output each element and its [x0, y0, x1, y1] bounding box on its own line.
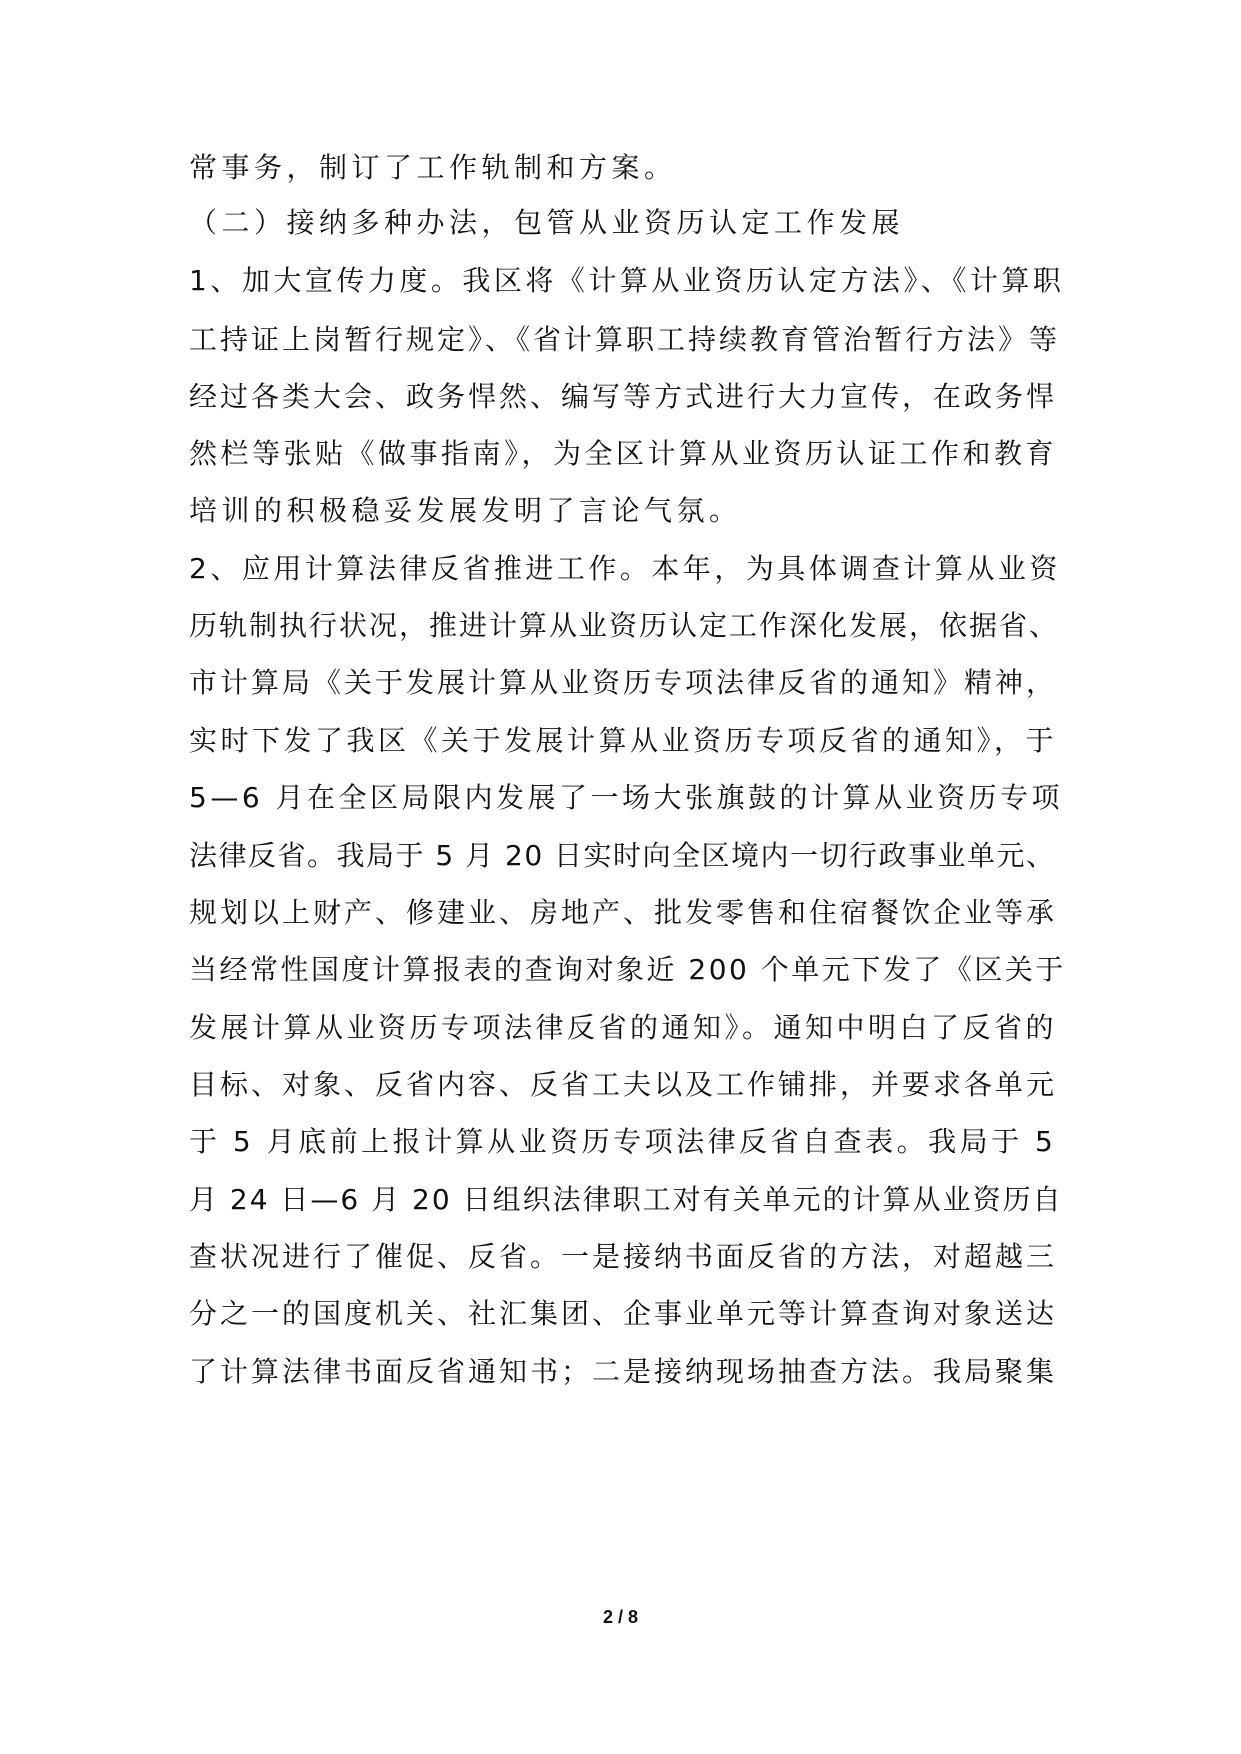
- text-line: 1、加大宣传力度。我区将《计算从业资历认定方法》、《计算职: [189, 264, 1065, 297]
- text-line: 当经常性国度计算报表的查询对象近 200 个单元下发了《区关于: [189, 953, 1066, 986]
- text-line: 分之一的国度机关、社汇集团、企事业单元等计算查询对象送达: [189, 1297, 1058, 1330]
- text-line: 历轨制执行状况，推进计算从业资历认定工作深化发展，依据省、: [189, 609, 1060, 642]
- text-line: 培训的积极稳妥发展发明了言论气氛。: [189, 494, 742, 527]
- text-line: 常事务，制订了工作轨制和方案。: [189, 151, 677, 184]
- text-line: 了计算法律书面反省通知书；二是接纳现场抽查方法。我局聚集: [189, 1355, 1058, 1388]
- text-line: 2、应用计算法律反省推进工作。本年，为具体调查计算从业资: [189, 552, 1061, 585]
- text-line: 发展计算从业资历专项法律反省的通知》。通知中明白了反省的: [189, 1011, 1058, 1044]
- text-line: （二）接纳多种办法，包管从业资历认定工作发展: [189, 206, 905, 239]
- text-line: 然栏等张贴《做事指南》，为全区计算从业资历认证工作和教育: [189, 437, 1058, 470]
- text-line: 规划以上财产、修建业、房地产、批发零售和住宿餐饮企业等承: [189, 896, 1058, 929]
- page-number: 2 / 8: [602, 1607, 639, 1627]
- text-line: 查状况进行了催促、反省。一是接纳书面反省的方法，对超越三: [189, 1240, 1058, 1273]
- text-line: 5—6 月在全区局限内发展了一场大张旗鼓的计算从业资历专项: [189, 781, 1064, 814]
- text-line: 目标、对象、反省内容、反省工夫以及工作铺排，并要求各单元: [189, 1068, 1058, 1101]
- text-line: 实时下发了我区《关于发展计算从业资历专项反省的通知》，于: [189, 724, 1058, 757]
- text-line: 法律反省。我局于 5 月 20 日实时向全区境内一切行政事业单元、: [189, 839, 1056, 872]
- text-line: 市计算局《关于发展计算从业资历专项法律反省的通知》精神，: [189, 666, 1058, 699]
- text-line: 月 24 日—6 月 20 日组织法律职工对有关单元的计算从业资历自: [189, 1183, 1063, 1216]
- text-line: 于 5 月底前上报计算从业资历专项法律反省自查表。我局于 5: [189, 1125, 1057, 1158]
- text-line: 经过各类大会、政务悍然、编写等方式进行大力宣传，在政务悍: [189, 380, 1058, 413]
- text-line: 工持证上岗暂行规定》、《省计算职工持续教育管治暂行方法》等: [189, 323, 1061, 356]
